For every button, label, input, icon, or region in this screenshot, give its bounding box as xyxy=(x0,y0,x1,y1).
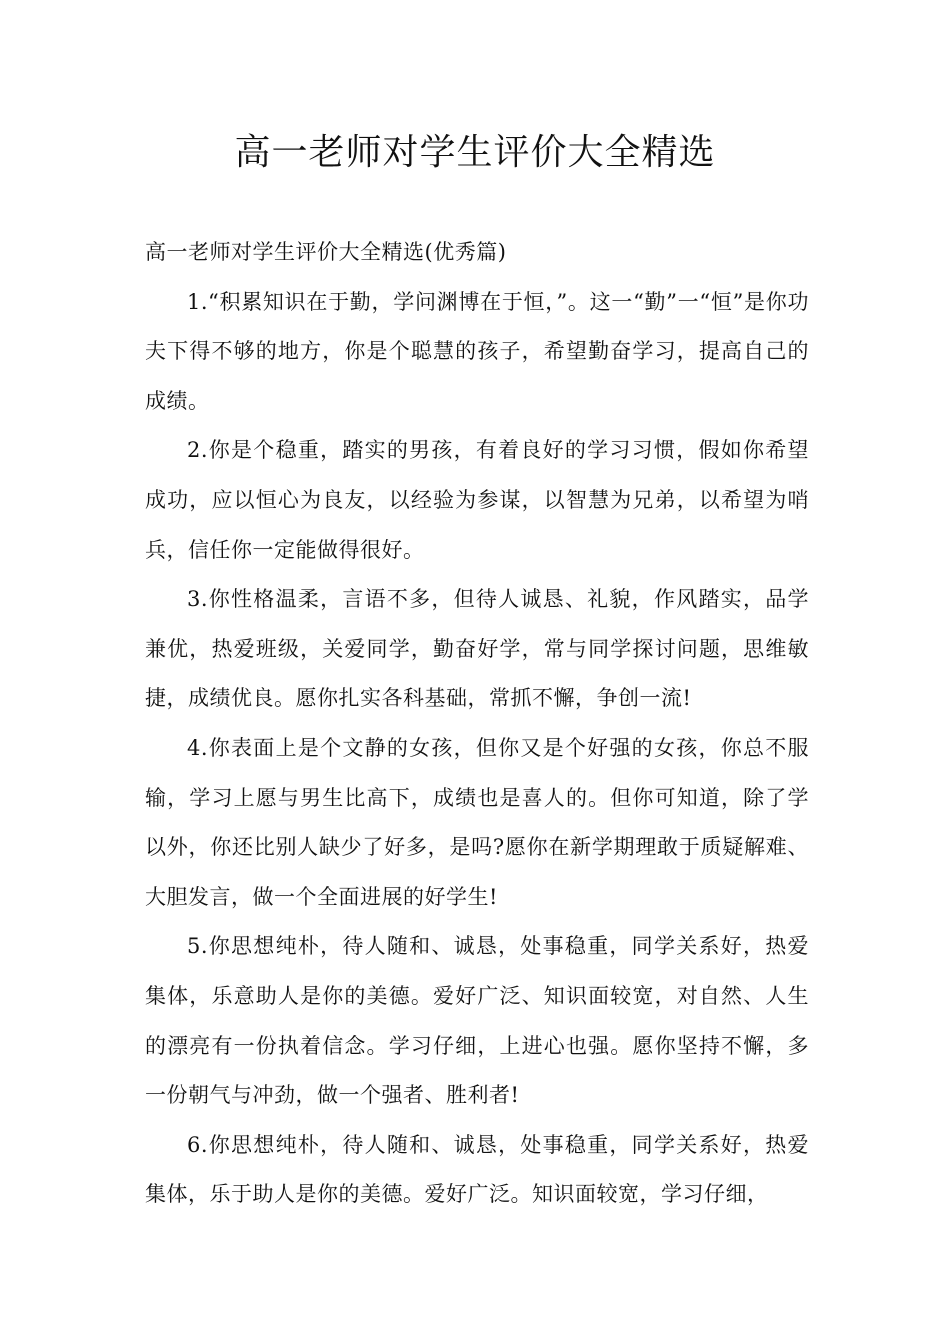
paragraph-3: 3.你性格温柔，言语不多，但待人诚恳、礼貌，作风踏实，品学兼优，热爱班级，关爱同学，勤奋好学，常与同学探讨问题，思维敏捷，成绩优良。愿你扎实各科基础，常抓不懈，争创一流! xyxy=(145,587,809,711)
document-body xyxy=(145,228,809,1220)
paragraph-6: 6.你思想纯朴，待人随和、诚恳，处事稳重，同学关系好，热爱集体，乐于助人是你的美德。爱好广泛。知识面较宽，学习仔细， xyxy=(145,1132,809,1207)
page-title: 高一老师对学生评价大全精选 xyxy=(234,132,716,173)
paragraph-2: 2.你是个稳重，踏实的男孩，有着良好的学习习惯，假如你希望成功，应以恒心为良友，以经验为参谋，以智慧为兄弟，以希望为哨兵，信任你一定能做得很好。 xyxy=(145,438,809,562)
document-subtitle: 高一老师对学生评价大全精选(优秀篇) xyxy=(145,240,507,264)
paragraph-4: 4.你表面上是个文静的女孩，但你又是个好强的女孩，你总不服输，学习上愿与男生比高下，成绩也是喜人的。但你可知道，除了学以外，你还比别人缺少了好多，是吗?愿你在新学期理敢于质疑解难、大胆发言，做一个全面进展的好学生! xyxy=(145,735,809,909)
paragraph-5: 5.你思想纯朴，待人随和、诚恳，处事稳重，同学关系好，热爱集体，乐意助人是你的美德。爱好广泛、知识面较宽，对自然、人生的漂亮有一份执着信念。学习仔细，上进心也强。愿你坚持不懈，多一份朝气与冲劲，做一个强者、胜利者! xyxy=(145,934,809,1108)
paragraph-1: 1.“积累知识在于勤，学问渊博在于恒，”。这一“勤”一“恒”是你功夫下得不够的地方，你是个聪慧的孩子，希望勤奋学习，提高自己的成绩。 xyxy=(145,289,809,413)
